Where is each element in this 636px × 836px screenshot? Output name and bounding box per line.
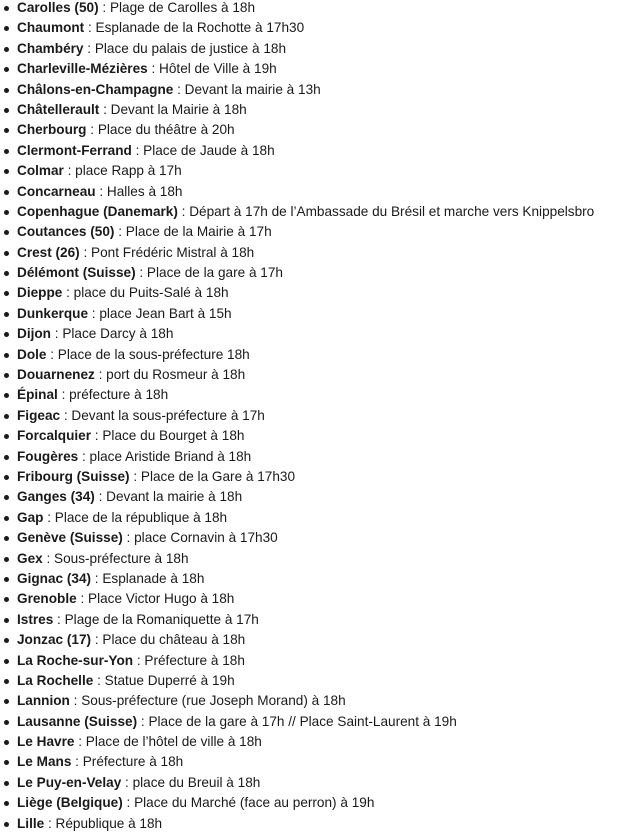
- bullet-icon: [4, 393, 9, 398]
- city-name: La Rochelle: [17, 672, 94, 688]
- city-name: Gap: [17, 509, 44, 525]
- bullet-icon: [4, 475, 9, 480]
- bullet-icon: [4, 128, 9, 133]
- event-detail: : Hôtel de Ville à 19h: [147, 61, 277, 77]
- event-detail: : Esplanade de la Rochotte à 17h30: [84, 20, 305, 36]
- city-name: Gex: [17, 550, 43, 566]
- list-item: [0, 406, 636, 426]
- list-item: [0, 324, 636, 344]
- bullet-icon: [4, 6, 9, 11]
- list-item: [0, 508, 636, 528]
- city-name: Liège (Belgique): [17, 795, 123, 811]
- list-item: [0, 202, 636, 222]
- list-item: [0, 589, 636, 609]
- bullet-icon: [4, 353, 9, 358]
- city-name: Fribourg (Suisse): [17, 468, 130, 484]
- event-detail: : Place Victor Hugo à 18h: [76, 591, 235, 607]
- bullet-icon: [4, 801, 9, 806]
- list-item: [0, 610, 636, 630]
- list-item: [0, 80, 636, 100]
- event-detail: : place Aristide Briand à 18h: [78, 448, 252, 464]
- event-detail: : Place Darcy à 18h: [50, 326, 174, 342]
- city-name: Délémont (Suisse): [17, 265, 136, 281]
- event-detail: : Place du Marché (face au perron) à 19h: [122, 795, 375, 811]
- city-name: Forcalquier: [17, 428, 92, 444]
- city-name: La Roche-sur-Yon: [17, 652, 134, 668]
- list-item: [0, 651, 636, 671]
- event-detail: : Sous-préfecture (rue Joseph Morand) à 18h: [69, 693, 346, 709]
- event-detail: : République à 18h: [44, 815, 163, 831]
- bullet-icon: [4, 495, 9, 500]
- bullet-icon: [4, 251, 9, 256]
- list-item: [0, 630, 636, 650]
- list-item: [0, 467, 636, 487]
- event-detail: : préfecture à 18h: [57, 387, 169, 403]
- list-item: [0, 283, 636, 303]
- event-detail: : place du Puits-Salé à 18h: [62, 285, 229, 301]
- list-item: [0, 793, 636, 813]
- bullet-icon: [4, 26, 9, 31]
- city-name: Clermont-Ferrand: [17, 142, 132, 158]
- list-item: [0, 345, 636, 365]
- city-name: Genève (Suisse): [17, 530, 123, 546]
- bullet-icon: [4, 760, 9, 765]
- bullet-icon: [4, 291, 9, 296]
- city-name: Carolles (50): [17, 0, 99, 15]
- bullet-icon: [4, 373, 9, 378]
- city-name: Charleville-Mézières: [17, 61, 148, 77]
- list-item: [0, 182, 636, 202]
- city-name: Dieppe: [17, 285, 63, 301]
- event-detail: : Départ à 17h de l’Ambassade du Brésil et marche vers Knippelsbro: [177, 203, 595, 219]
- event-detail: : Devant la mairie à 18h: [94, 489, 243, 505]
- city-name: Lausanne (Suisse): [17, 713, 138, 729]
- city-name: Ganges (34): [17, 489, 95, 505]
- list-item: [0, 426, 636, 446]
- list-item: [0, 304, 636, 324]
- event-detail: : place du Breuil à 18h: [121, 774, 261, 790]
- list-item: [0, 447, 636, 467]
- list-item: [0, 365, 636, 385]
- list-item: [0, 263, 636, 283]
- city-name: Le Puy-en-Velay: [17, 774, 122, 790]
- event-detail: : Place de l’hôtel de ville à 18h: [74, 734, 262, 750]
- bullet-icon: [4, 577, 9, 582]
- event-detail: : Préfecture à 18h: [133, 652, 245, 668]
- city-name: Dunkerque: [17, 305, 89, 321]
- event-detail: : Plage de Carolles à 18h: [98, 0, 256, 15]
- bullet-icon: [4, 659, 9, 664]
- city-name: Châtellerault: [17, 101, 100, 117]
- list-item: [0, 59, 636, 79]
- list-item: [0, 243, 636, 263]
- list-item: [0, 732, 636, 752]
- city-name: Cherbourg: [17, 122, 87, 138]
- list-item: [0, 487, 636, 507]
- city-name: Gignac (34): [17, 570, 92, 586]
- bullet-icon: [4, 434, 9, 439]
- list-item: [0, 222, 636, 242]
- list-item: [0, 39, 636, 59]
- event-detail: : Place de la gare à 17h: [135, 265, 283, 281]
- event-detail: : port du Rosmeur à 18h: [94, 367, 246, 383]
- list-item: [0, 569, 636, 589]
- event-detail: : Esplanade à 18h: [91, 570, 205, 586]
- list-item: [0, 752, 636, 772]
- bullet-icon: [4, 210, 9, 215]
- bullet-icon: [4, 169, 9, 174]
- city-name: Dole: [17, 346, 47, 362]
- city-name: Le Mans: [17, 754, 72, 770]
- city-name: Figeac: [17, 407, 61, 423]
- list-item: [0, 385, 636, 405]
- bullet-icon: [4, 822, 9, 827]
- list-item: [0, 141, 636, 161]
- bullet-icon: [4, 190, 9, 195]
- list-item: [0, 549, 636, 569]
- bullet-icon: [4, 414, 9, 419]
- bullet-icon: [4, 230, 9, 235]
- city-name: Copenhague (Danemark): [17, 203, 178, 219]
- bullet-icon: [4, 271, 9, 276]
- city-name: Châlons-en-Champagne: [17, 81, 174, 97]
- city-name: Chaumont: [17, 20, 85, 36]
- event-detail: : Place du Bourget à 18h: [91, 428, 245, 444]
- city-name: Fougères: [17, 448, 79, 464]
- list-item: [0, 18, 636, 38]
- bullet-icon: [4, 618, 9, 623]
- event-detail: : Statue Duperré à 19h: [93, 672, 235, 688]
- bullet-icon: [4, 332, 9, 337]
- event-detail: : Plage de la Romaniquette à 17h: [53, 611, 259, 627]
- event-detail: : Place de Jaude à 18h: [131, 142, 275, 158]
- bullet-icon: [4, 638, 9, 643]
- list-item: [0, 120, 636, 140]
- event-detail: : Devant la sous-préfecture à 17h: [60, 407, 265, 423]
- list-item: [0, 814, 636, 834]
- city-name: Dijon: [17, 326, 51, 342]
- event-detail: : Place de la gare à 17h // Place Saint-Laurent à 19h: [137, 713, 457, 729]
- event-detail: : Place du palais de justice à 18h: [83, 40, 287, 56]
- event-detail: : Sous-préfecture à 18h: [42, 550, 189, 566]
- city-name: Grenoble: [17, 591, 77, 607]
- bullet-icon: [4, 699, 9, 704]
- bullet-icon: [4, 720, 9, 725]
- city-name: Crest (26): [17, 244, 80, 260]
- event-detail: : Préfecture à 18h: [71, 754, 184, 770]
- city-name: Chambéry: [17, 40, 84, 56]
- list-item: [0, 0, 636, 18]
- city-name: Douarnenez: [17, 367, 95, 383]
- event-detail: : Devant la Mairie à 18h: [99, 101, 247, 117]
- list-item: [0, 100, 636, 120]
- list-item: [0, 773, 636, 793]
- event-detail: : Halles à 18h: [95, 183, 183, 199]
- bullet-icon: [4, 88, 9, 93]
- list-item: [0, 712, 636, 732]
- bullet-icon: [4, 536, 9, 541]
- list-item: [0, 528, 636, 548]
- bullet-icon: [4, 516, 9, 521]
- bullet-icon: [4, 149, 9, 154]
- bullet-icon: [4, 740, 9, 745]
- event-detail: : Place de la république à 18h: [43, 509, 228, 525]
- list-item: [0, 161, 636, 181]
- bullet-icon: [4, 47, 9, 52]
- city-name: Istres: [17, 611, 54, 627]
- city-name: Coutances (50): [17, 224, 115, 240]
- bullet-icon: [4, 679, 9, 684]
- event-detail: : place Cornavin à 17h30: [122, 530, 278, 546]
- city-name: Lille: [17, 815, 45, 831]
- event-detail: : Place de la sous-préfecture 18h: [46, 346, 250, 362]
- city-name: Le Havre: [17, 734, 75, 750]
- bullet-icon: [4, 455, 9, 460]
- event-detail: : Place du château à 18h: [91, 632, 246, 648]
- event-detail: : Pont Frédéric Mistral à 18h: [79, 244, 255, 260]
- event-detail: : Place de la Gare à 17h30: [129, 468, 296, 484]
- city-name: Colmar: [17, 163, 64, 179]
- event-detail: : Devant la mairie à 13h: [173, 81, 321, 97]
- event-detail: : place Jean Bart à 15h: [88, 305, 232, 321]
- bullet-icon: [4, 67, 9, 72]
- event-detail: : Place de la Mairie à 17h: [114, 224, 272, 240]
- city-name: Épinal: [17, 387, 58, 403]
- city-name: Concarneau: [17, 183, 96, 199]
- bullet-icon: [4, 108, 9, 113]
- event-detail: : place Rapp à 17h: [63, 163, 182, 179]
- bullet-icon: [4, 557, 9, 562]
- bullet-icon: [4, 597, 9, 602]
- city-name: Lannion: [17, 693, 70, 709]
- bullet-icon: [4, 312, 9, 317]
- event-detail: : Place du théâtre à 20h: [86, 122, 235, 138]
- list-item: [0, 671, 636, 691]
- bullet-icon: [4, 781, 9, 786]
- list-item: [0, 691, 636, 711]
- city-name: Jonzac (17): [17, 632, 92, 648]
